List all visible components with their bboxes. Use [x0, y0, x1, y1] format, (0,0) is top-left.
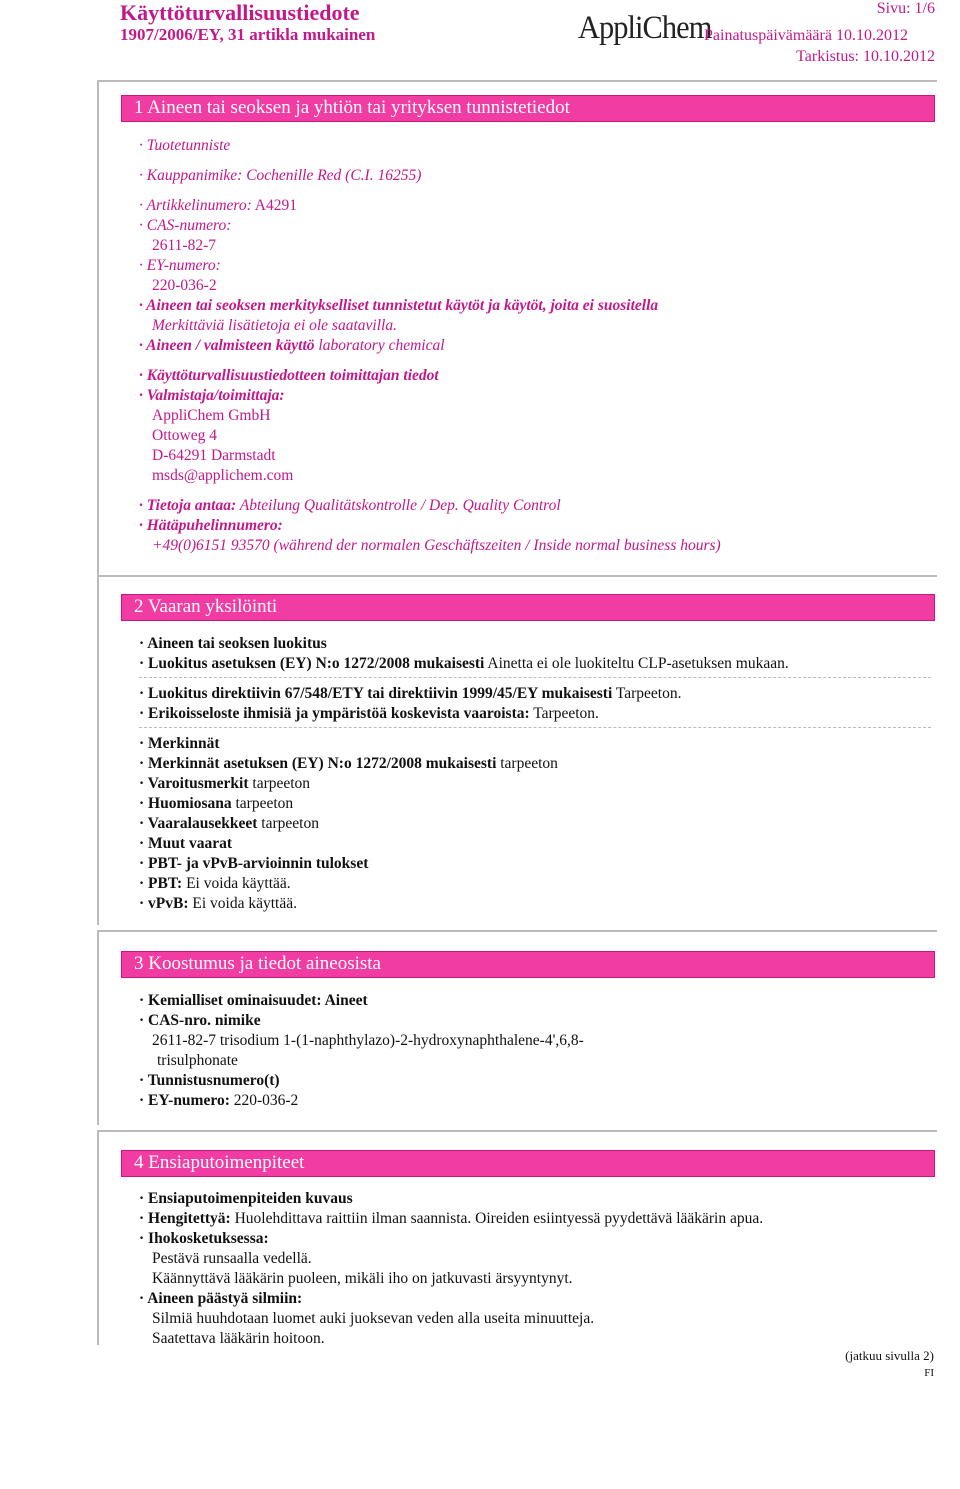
trade-name: · Kauppanimike: Cochenille Red (C.I. 16255)	[139, 167, 422, 184]
skin-contact-1: Pestävä runsaalla vedellä.	[152, 1250, 312, 1267]
cas-number-value: 2611-82-7	[152, 237, 216, 254]
identification-numbers-label: · Tunnistusnumero(t)	[139, 1072, 280, 1089]
manufacturer-label: · Valmistaja/toimittaja:	[139, 387, 285, 404]
cas-name-label: · CAS-nro. nimike	[139, 1012, 261, 1029]
document-subtitle: 1907/2006/EY, 31 artikla mukainen	[120, 25, 376, 44]
cas-number-label: · CAS-numero:	[139, 217, 232, 234]
eye-contact-label: · Aineen päästyä silmiin:	[139, 1290, 303, 1307]
ec-number-label: · EY-numero:	[139, 257, 221, 274]
document-title: Käyttöturvallisuustiedote	[120, 0, 360, 25]
supplier-details-label: · Käyttöturvallisuustiedotteen toimittajan tiedot	[139, 367, 439, 384]
divider	[139, 677, 931, 678]
section-2-title: 2 Vaaran yksilöinti	[134, 596, 278, 617]
skin-contact-label: · Ihokosketuksessa:	[139, 1230, 269, 1247]
company-email: msds@applichem.com	[152, 467, 294, 484]
revision-date: Tarkistus: 10.10.2012	[796, 48, 935, 65]
section-1	[97, 80, 937, 575]
classification-label: · Aineen tai seoksen luokitus	[139, 635, 327, 652]
product-identifier-label: · Tuotetunniste	[139, 137, 231, 154]
hazard-statements: · Vaaralausekkeet tarpeeton	[139, 815, 319, 832]
clp-classification: · Luokitus asetuksen (EY) N:o 1272/2008 mukaisesti Ainetta ei ole luokiteltu CLP-asetuksen mukaan.	[139, 655, 789, 672]
section-3-title: 3 Koostumus ja tiedot aineosista	[134, 953, 381, 974]
print-date: Painatuspäivämäärä 10.10.2012	[704, 27, 908, 44]
hazard-statement: · Erikoisseloste ihmisiä ja ympäristöä koskevista vaaroista: Tarpeeton.	[139, 705, 599, 722]
chemical-characterization: · Kemialliset ominaisuudet: Aineet	[139, 992, 368, 1009]
company-street: Ottoweg 4	[152, 427, 218, 444]
language-code: FI	[924, 1367, 934, 1379]
section-2	[97, 575, 937, 925]
page-number: Sivu: 1/6	[876, 0, 935, 17]
cas-name-line-1: 2611-82-7 trisodium 1-(1-naphthylazo)-2-hydroxynaphthalene-4',6,8-	[152, 1032, 584, 1049]
information-contact: · Tietoja antaa: Abteilung Qualitätskontrolle / Dep. Quality Control	[139, 497, 561, 514]
ec-number-value: 220-036-2	[152, 277, 217, 294]
continued-note: (jatkuu sivulla 2)	[845, 1348, 934, 1363]
label-elements-label: · Merkinnät	[139, 735, 220, 752]
company-city: D-64291 Darmstadt	[152, 447, 276, 464]
divider	[139, 727, 931, 728]
emergency-phone-value: +49(0)6151 93570 (während der normalen Geschäftszeiten / Inside normal business hours)	[152, 537, 721, 554]
clp-labelling: · Merkinnät asetuksen (EY) N:o 1272/2008 mukaisesti tarpeeton	[139, 755, 558, 772]
signal-word: · Huomiosana tarpeeton	[139, 795, 294, 812]
first-aid-description: · Ensiaputoimenpiteiden kuvaus	[139, 1190, 353, 1207]
section-1-title: 1 Aineen tai seoksen ja yhtiön tai yrityksen tunnistetiedot	[134, 97, 570, 118]
applichem-logo: AppliChem	[578, 10, 712, 46]
emergency-phone-label: · Hätäpuhelinnumero:	[139, 517, 283, 534]
skin-contact-2: Käännyttävä lääkärin puoleen, mikäli iho on jatkuvasti ärsyyntynyt.	[152, 1270, 573, 1287]
directive-classification: · Luokitus direktiivin 67/548/ETY tai direktiivin 1999/45/EY mukaisesti Tarpeeton.	[139, 685, 682, 702]
identified-uses-value: Merkittäviä lisätietoja ei ole saatavilla.	[152, 317, 397, 334]
section-4-title: 4 Ensiaputoimenpiteet	[134, 1152, 305, 1173]
section-4-title-bar	[121, 1150, 935, 1177]
vpvb-value: · vPvB: Ei voida käyttää.	[139, 895, 297, 912]
pbt-value: · PBT: Ei voida käyttää.	[139, 875, 291, 892]
eye-contact-2: Saatettava lääkärin hoitoon.	[152, 1330, 325, 1347]
cas-name-line-2: trisulphonate	[157, 1052, 238, 1069]
eye-contact-1: Silmiä huuhdotaan luomet auki juoksevan veden alla useita minuutteja.	[152, 1310, 595, 1327]
substance-use: · Aineen / valmisteen käyttö laboratory chemical	[139, 337, 445, 354]
article-number: · Artikkelinumero: A4291	[139, 197, 297, 214]
inhalation: · Hengitettyä: Huolehdittava raittiin ilman saannista. Oireiden esiintyessä pyydettävä lääkärin apua.	[139, 1210, 764, 1227]
section-4	[97, 1130, 937, 1345]
section-3	[97, 930, 937, 1125]
section-2-title-bar	[121, 594, 935, 621]
section-1-title-bar	[121, 95, 935, 122]
company-name: AppliChem GmbH	[152, 407, 271, 424]
other-hazards-label: · Muut vaarat	[139, 835, 232, 852]
document-header	[0, 0, 960, 75]
pictograms: · Varoitusmerkit tarpeeton	[139, 775, 311, 792]
ec-number: · EY-numero: 220-036-2	[139, 1092, 299, 1109]
identified-uses-label: · Aineen tai seoksen merkitykselliset tunnistetut käytöt ja käytöt, joita ei suositella	[139, 297, 659, 314]
pbt-results-label: · PBT- ja vPvB-arvioinnin tulokset	[139, 855, 369, 872]
section-3-title-bar	[121, 951, 935, 978]
